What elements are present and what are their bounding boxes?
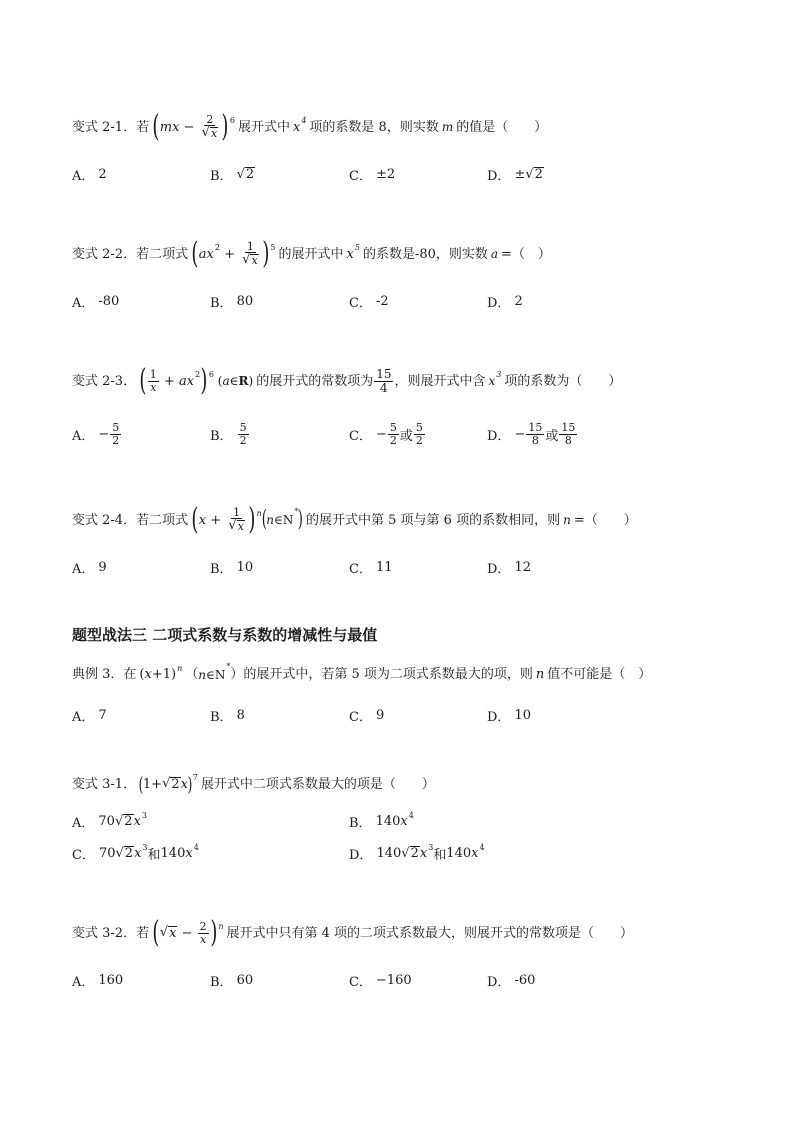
question-2-1: 变式 2-1．若 ( mx − 2 √ x ) 6 展开式中 x 4 项的系数是 8，则实数 m 的值是（ ）: [72, 109, 548, 144]
section-heading: 题型战法三 二项式系数与系数的增减性与最值: [72, 626, 378, 644]
option-a[interactable]: A． 160: [72, 972, 124, 990]
options-2-3: [72, 420, 712, 447]
math-expression: ( x + 1 √ x ) n ( n∈N* ): [191, 502, 304, 537]
example-3: 典例 3．在 ( x +1) n （ n∈N* ）的展开式中，若第 5 项为二项式系数最大的项，则 n 值不可能是（ ）: [72, 661, 652, 682]
option-d[interactable]: D． -60: [487, 972, 536, 990]
options-2-2: [72, 290, 712, 312]
option-d[interactable]: D． 140 √ 2 x 3 和 140x 4: [349, 842, 485, 863]
option-b[interactable]: B． √ 2: [210, 166, 255, 184]
question-label: 典例 3．在: [72, 667, 137, 682]
option-b[interactable]: B． $\frac{5}{2}$: [210, 420, 247, 447]
options-2-4: [72, 556, 712, 578]
math-expression: ( $\frac{1}{x}$ + ax 2 ) 6 (a∈R): [139, 363, 254, 398]
question-label: 变式 2-1．若: [72, 119, 150, 135]
option-d[interactable]: D． 12: [487, 559, 531, 577]
math-expression: ( ax 2 + 1 √ x ) 5: [191, 236, 276, 271]
options-2-1: [72, 163, 712, 185]
question-2-3: 变式 2-3． ( $\frac{1}{x}$ + ax 2 ) 6 (a∈R) 的展开式的常数项为 $\frac{15}{4}$ ，则展开式中含 x 3 项的系数为（ ）: [72, 363, 622, 398]
option-d[interactable]: D． 2: [487, 293, 523, 311]
question-label: 变式 2-4．若二项式: [72, 512, 189, 528]
math-expression: ( √ x − $\frac{2}{x}$ ) n: [152, 915, 224, 950]
question-label: 变式 3-1．: [72, 776, 137, 792]
option-c[interactable]: C． ±2: [349, 166, 396, 184]
option-a[interactable]: A． -80: [72, 293, 120, 311]
question-label: 变式 2-2．若二项式: [72, 246, 189, 262]
question-3-2: 变式 3-2．若 ( √ x − $\frac{2}{x}$ ) n 展开式中只有第 4 项的二项式系数最大，则展开式的常数项是（ ）: [72, 915, 634, 950]
option-b[interactable]: B． 140x 4: [349, 810, 414, 831]
option-c[interactable]: C． 70 √ 2 x 3 和 140x 4: [72, 842, 199, 863]
option-a[interactable]: A． 9: [72, 559, 107, 577]
option-a[interactable]: A． − $\frac{5}{2}$: [72, 420, 120, 447]
question-label: 变式 3-2．若: [72, 925, 150, 941]
option-a[interactable]: A． 70 √ 2 x 3: [72, 810, 147, 831]
option-a[interactable]: A． 2: [72, 166, 107, 184]
option-b[interactable]: B． 80: [210, 293, 254, 311]
question-2-2: 变式 2-2．若二项式 ( ax 2 + 1 √ x ) 5 的展开式中 x 5 的系数是-80，则实数 a =（ ）: [72, 236, 551, 271]
option-d[interactable]: D． ± √ 2: [487, 166, 543, 184]
option-b[interactable]: B． 8: [210, 707, 245, 725]
math-expression: ( x +1) n: [139, 663, 183, 682]
options-3-1-row2: [72, 842, 712, 864]
options-3-1-row1: [72, 810, 712, 832]
question-2-4: 变式 2-4．若二项式 ( x + 1 √ x ) n ( n∈N* ) 的展开式中第 5 项与第 6 项的系数相同，则 n =（ ）: [72, 502, 637, 537]
question-label: 变式 2-3．: [72, 373, 137, 389]
options-ex-3: [72, 704, 712, 726]
option-c[interactable]: C． 11: [349, 559, 393, 577]
option-c[interactable]: C． 9: [349, 707, 385, 725]
option-c[interactable]: C． − $\frac{5}{2}$ 或 $\frac{5}{2}$: [349, 420, 423, 447]
option-d[interactable]: D． 10: [487, 707, 531, 725]
option-b[interactable]: B． 10: [210, 559, 254, 577]
math-expression: ( 1+ √ 2 x ) 7: [138, 772, 198, 796]
option-c[interactable]: C． −160: [349, 972, 412, 990]
math-expression: ( mx − 2 √ x ) 6: [152, 109, 235, 144]
option-b[interactable]: B． 60: [210, 972, 254, 990]
option-c[interactable]: C． -2: [349, 293, 389, 311]
options-3-2: [72, 969, 712, 991]
option-d[interactable]: D． − $\frac{15}{8}$ 或 $\frac{15}{8}$: [487, 420, 576, 447]
option-a[interactable]: A． 7: [72, 707, 107, 725]
question-3-1: 变式 3-1． ( 1+ √ 2 x ) 7 展开式中二项式系数最大的项是（ ）: [72, 772, 435, 796]
